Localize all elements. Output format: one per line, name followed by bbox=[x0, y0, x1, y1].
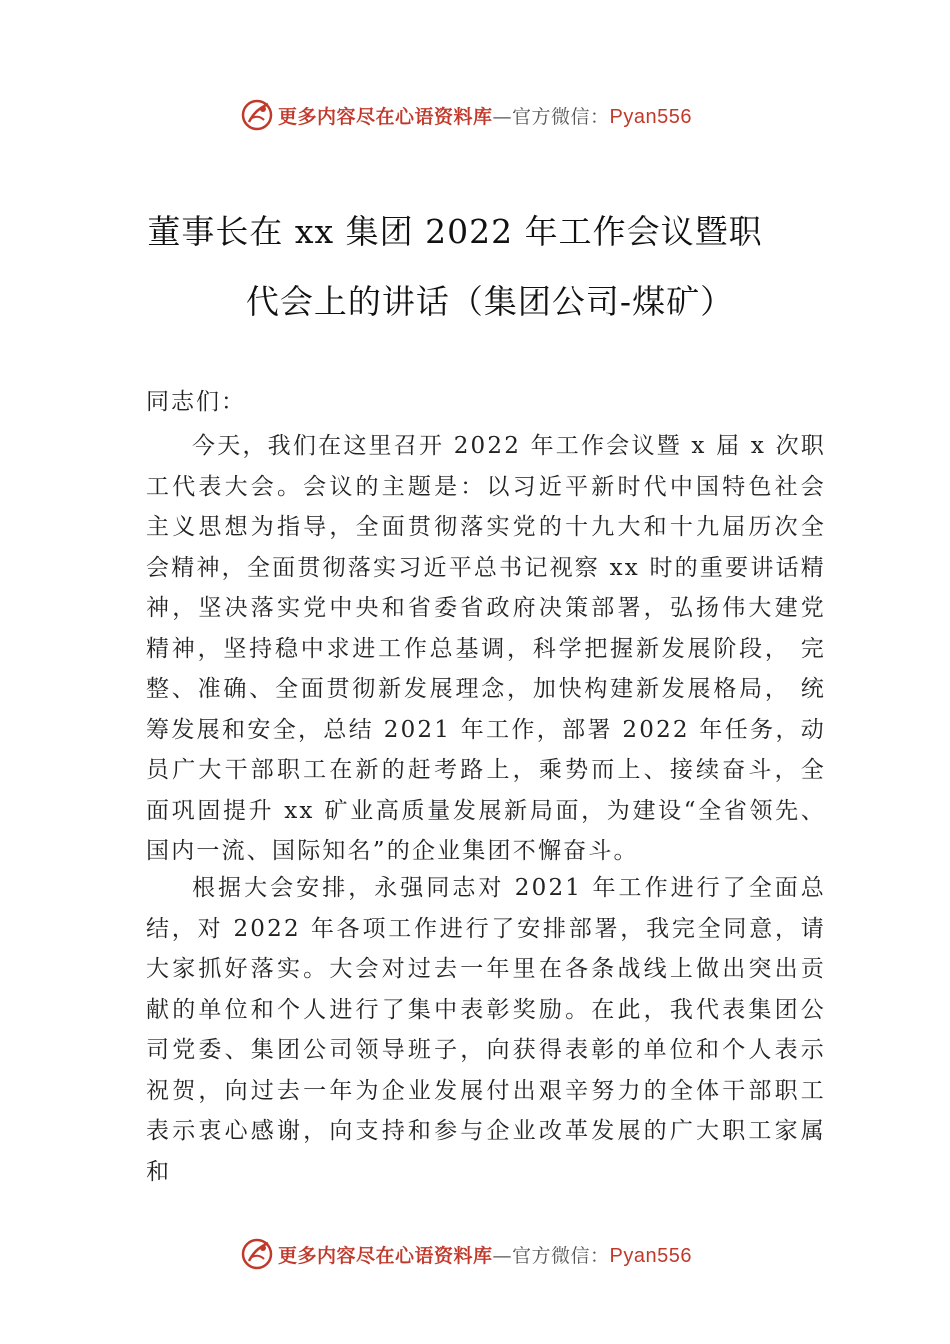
logo-icon bbox=[240, 98, 274, 132]
header-watermark bbox=[0, 95, 950, 135]
watermark-wechat-id: Pyan556 bbox=[609, 105, 692, 128]
document-title-line-2: 代会上的讲话（集团公司-煤矿） bbox=[245, 282, 735, 321]
paragraph-text: 今天，我们在这里召开 2022 年工作会议暨 x 届 x 次职工代表大会。会议的主题是：以习近平新时代中国特色社会主义思想为指导，全面贯彻落实党的十九大和十九届历次全会精神，全面贯彻落实习近平总书记视察 xx 时的重要讲话精神，坚决落实党中央和省委省政府决策部署，弘扬伟大建党精神，坚持稳中求进工作总基调，科学把握新发展阶段， 完整、准确、全面贯彻新发展理念，加快构建新发展格局， 统筹发展和安全，总结 2021 年工作，部署 2022 年任务，动员广大干部职工在新的赶考路上，乘势而上、接续奋斗，全面巩固提升 xx 矿业高质量发展新局面，为建设“全省领先、国内一流、国际知名”的企业集团不懈奋斗。 bbox=[146, 433, 826, 864]
watermark-main-text: 更多内容尽在心语资料库 bbox=[278, 1244, 493, 1267]
body-paragraph-2 bbox=[146, 868, 826, 1192]
watermark-sub-text: —官方微信： bbox=[492, 105, 610, 128]
body-paragraph-1 bbox=[146, 426, 826, 872]
watermark-wechat-id: Pyan556 bbox=[609, 1244, 692, 1267]
watermark-main-text: 更多内容尽在心语资料库 bbox=[278, 105, 493, 128]
paragraph-text: 根据大会安排，永强同志对 2021 年工作进行了全面总结，对 2022 年各项工作进行了安排部署，我完全同意，请大家抓好落实。大会对过去一年里在各条战线上做出突出贡献的单位和个人进行了集中表彰奖励。在此，我代表集团公司党委、集团公司领导班子，向获得表彰的单位和个人表示祝贺，向过去一年为企业发展付出艰辛努力的全体干部职工表示衷心感谢，向支持和参与企业改革发展的广大职工家属和 bbox=[146, 875, 826, 1185]
watermark-sub-text: —官方微信： bbox=[492, 1244, 610, 1267]
logo-icon bbox=[240, 1237, 274, 1271]
footer-watermark bbox=[0, 1234, 950, 1274]
salutation: 同志们： bbox=[146, 389, 246, 415]
document-title-line-1: 董事长在 xx 集团 2022 年工作会议暨职 bbox=[147, 212, 763, 251]
